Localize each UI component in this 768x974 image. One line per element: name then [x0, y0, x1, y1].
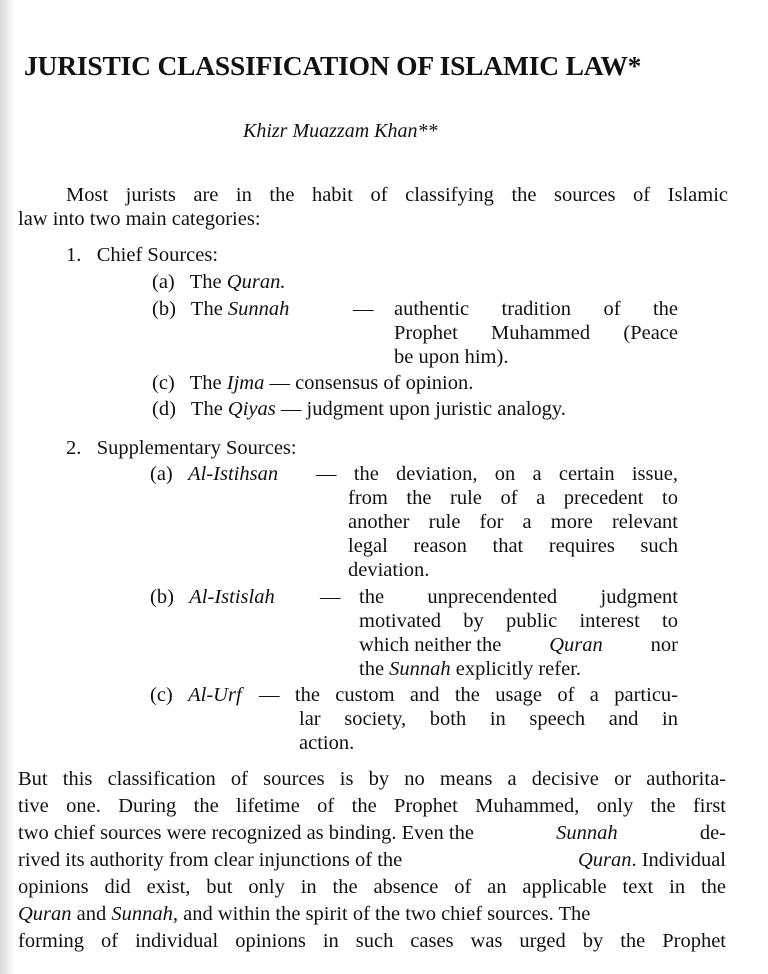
list-item — [152, 371, 473, 395]
item-definition: be upon him). — [394, 346, 509, 368]
item-definition: — the deviation, on a certain issue, — [316, 463, 678, 485]
item-term: Al-Istihsan — [188, 463, 279, 485]
item-term: Sunnah — [227, 298, 290, 320]
item-definition: action. — [299, 732, 355, 754]
item-text: The — [190, 398, 223, 420]
item-dash: — — [320, 586, 341, 608]
body-term: Sunnah — [111, 903, 173, 925]
item-definition — [359, 657, 581, 681]
item-term: Al-Urf — [188, 684, 242, 706]
item-definition: the unprecendented judgment — [359, 586, 678, 608]
item-dash: — — [353, 298, 374, 320]
item-definition: deviation. — [348, 559, 430, 581]
body-text: , and within the spirit of the two chief sources. The — [172, 903, 591, 925]
list-item — [150, 585, 275, 609]
list-item — [152, 270, 285, 294]
item-text: which neither the — [359, 634, 502, 656]
item-label: (d) — [152, 398, 176, 420]
item-term: Al-Istislah — [189, 586, 275, 608]
item-definition: another rule for a more relevant — [348, 511, 678, 533]
body-line-1: But this classification of sources is by no means a decisive or authorita- — [18, 768, 726, 790]
item-text: the — [359, 658, 385, 680]
item-definition — [359, 633, 678, 657]
item-definition: — judgment upon juristic analogy. — [280, 398, 566, 420]
item-label: (b) — [152, 298, 176, 320]
body-line-4 — [18, 848, 726, 872]
item-definition: Prophet Muhammed (Peace — [394, 322, 678, 344]
body-line-6 — [18, 902, 726, 926]
list-item — [150, 462, 278, 486]
item-definition: — consensus of opinion. — [269, 372, 474, 394]
item-label: (c) — [152, 372, 175, 394]
item-text: The — [190, 298, 223, 320]
intro-line-2: law into two main categories: — [18, 208, 261, 230]
chief-sources-heading: 1. Chief Sources: — [66, 244, 219, 266]
item-label: (c) — [150, 684, 173, 706]
body-text: . Individual — [631, 849, 726, 871]
list-item — [152, 297, 289, 321]
item-definition: lar society, both in speech and in — [299, 708, 678, 730]
item-text: explicitly refer. — [455, 658, 582, 680]
item-term: Sunnah — [389, 658, 451, 680]
item-label: (a) — [150, 463, 173, 485]
body-line-7: forming of individual opinions in such cases was urged by the Prophet — [18, 930, 726, 952]
body-line-2: tive one. During the lifetime of the Prophet Muhammed, only the first — [18, 795, 726, 817]
list-item — [150, 683, 242, 707]
page-edge-shadow — [0, 0, 14, 974]
item-term: Qiyas — [227, 398, 276, 420]
body-text: and — [76, 903, 107, 925]
body-text: de- — [699, 822, 726, 844]
item-definition: authentic tradition of the — [394, 298, 678, 320]
list-item — [152, 397, 566, 421]
item-definition: from the rule of a precedent to — [348, 487, 678, 509]
item-term: Quran. — [226, 271, 286, 293]
item-text: The — [189, 372, 222, 394]
item-text: nor — [650, 634, 678, 656]
supplementary-sources-heading: 2. Supplementary Sources: — [66, 437, 297, 459]
article-title: JURISTIC CLASSIFICATION OF ISLAMIC LAW* — [24, 50, 642, 81]
item-label: (b) — [150, 586, 174, 608]
author-name: Khizr Muazzam Khan** — [243, 120, 438, 142]
item-label: (a) — [152, 271, 175, 293]
item-term: Quran — [549, 634, 603, 656]
body-text: two chief sources were recognized as binding. Even the — [18, 822, 474, 844]
body-term: Quran — [18, 903, 72, 925]
item-definition: legal reason that requires such — [348, 535, 678, 557]
item-definition: motivated by public interest to — [359, 610, 678, 632]
item-text: The — [189, 271, 222, 293]
body-line-5: opinions did exist, but only in the absence of an applicable text in the — [18, 876, 726, 898]
body-term: Sunnah — [556, 822, 618, 844]
item-term: Ijma — [226, 372, 265, 394]
item-definition: — the custom and the usage of a particu- — [259, 684, 678, 706]
body-line-3 — [18, 821, 726, 845]
body-text: rived its authority from clear injunctions of the — [18, 849, 403, 871]
intro-line-1: Most jurists are in the habit of classifying the sources of Islamic — [66, 184, 728, 206]
body-term: Quran — [577, 849, 632, 871]
